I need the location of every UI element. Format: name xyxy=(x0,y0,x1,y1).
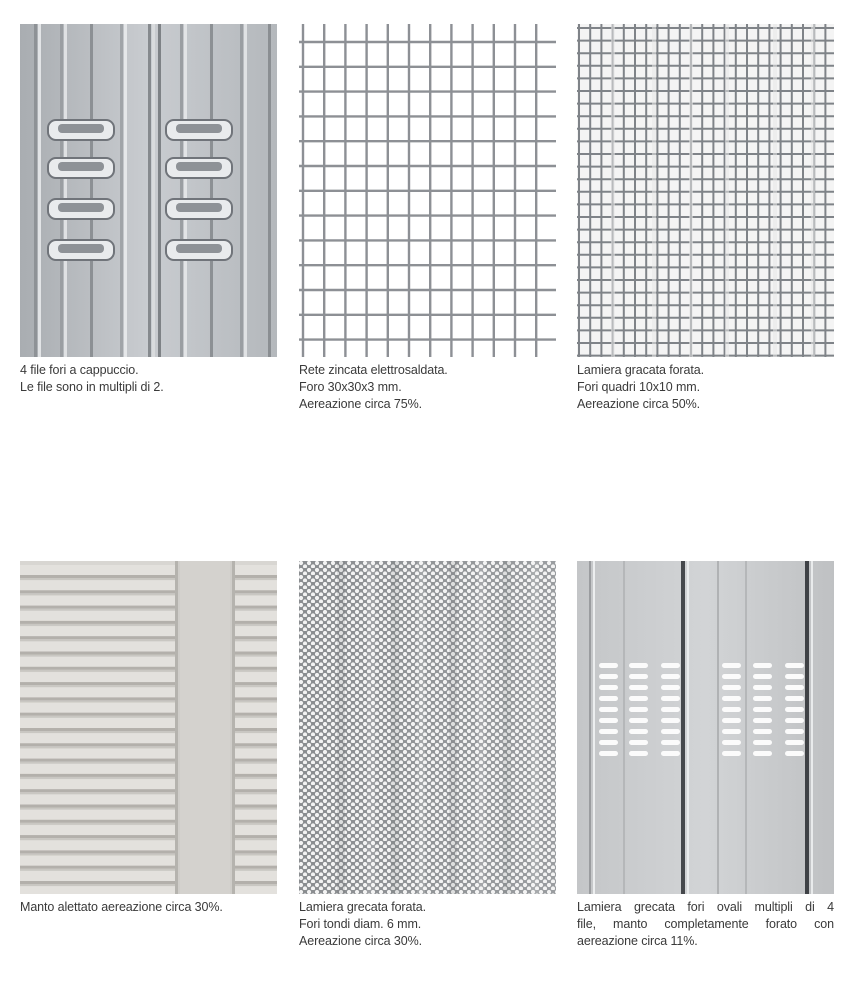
hood-holes-image xyxy=(20,24,277,357)
welded-mesh-caption: Rete zincata elettrosaldata. Foro 30x30x3 mm. Aereazione circa 75%. xyxy=(299,363,448,411)
round-holes-caption: Lamiera grecata forata. Fori tondi diam. 6 mm. Aereazione circa 30%. xyxy=(299,900,426,948)
welded-mesh-image xyxy=(299,24,556,357)
square-holes-image xyxy=(577,24,834,357)
square-holes-caption: Lamiera gracata forata. Fori quadri 10x10 mm. Aereazione circa 50%. xyxy=(577,363,704,411)
louvered-caption: Manto alettato aereazione circa 30%. xyxy=(20,900,223,914)
louvered-image xyxy=(20,561,277,894)
oval-holes-caption: Lamiera grecata fori ovali multipli di 4 file, manto completamente forato con aereazione circa 11%. xyxy=(577,900,834,948)
hood-holes-caption: 4 file fori a cappuccio. Le file sono in multipli di 2. xyxy=(20,363,164,394)
oval-holes-image xyxy=(577,561,834,894)
round-holes-image xyxy=(299,561,556,894)
